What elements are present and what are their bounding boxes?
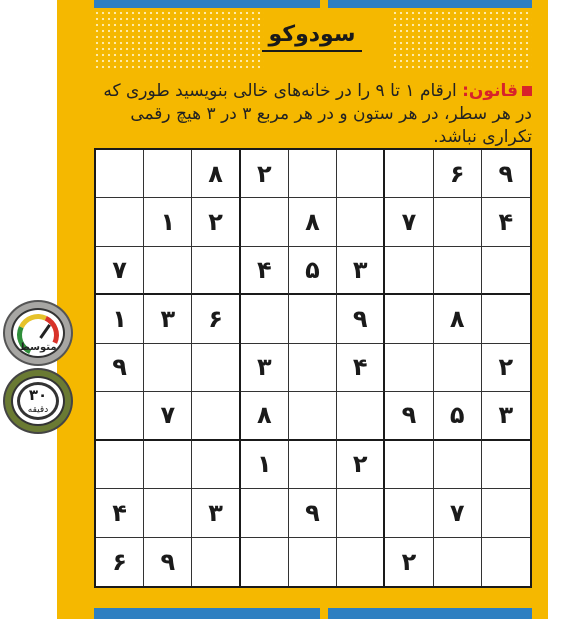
sudoku-cell[interactable]: ۹ <box>96 344 144 392</box>
sudoku-cell[interactable] <box>192 392 240 440</box>
sudoku-cell[interactable]: ۲ <box>482 344 530 392</box>
sudoku-cell[interactable] <box>241 295 289 343</box>
sudoku-cell[interactable]: ۳ <box>241 344 289 392</box>
sudoku-cell[interactable]: ۶ <box>192 295 240 343</box>
sudoku-cell[interactable] <box>289 150 337 198</box>
sudoku-cell[interactable]: ۹ <box>385 392 433 440</box>
sudoku-cell[interactable]: ۲ <box>241 150 289 198</box>
sudoku-cell[interactable] <box>385 247 433 295</box>
sudoku-cell[interactable] <box>96 198 144 246</box>
sudoku-cell[interactable]: ۳ <box>192 489 240 537</box>
rule-heading: قانون: <box>462 81 518 101</box>
sudoku-cell[interactable] <box>385 295 433 343</box>
sudoku-cell[interactable] <box>385 150 433 198</box>
sudoku-cell[interactable] <box>144 247 192 295</box>
sudoku-cell[interactable]: ۱ <box>144 198 192 246</box>
sudoku-cell[interactable]: ۷ <box>385 198 433 246</box>
sudoku-cell[interactable]: ۹ <box>144 538 192 586</box>
dot-pattern-left <box>94 10 264 70</box>
sudoku-cell[interactable] <box>337 392 385 440</box>
sudoku-cell[interactable]: ۸ <box>434 295 482 343</box>
sudoku-cell[interactable] <box>241 198 289 246</box>
sudoku-cell[interactable]: ۷ <box>144 392 192 440</box>
bottom-accent-bar-left <box>94 608 320 619</box>
sudoku-cell[interactable]: ۳ <box>144 295 192 343</box>
sudoku-cell[interactable] <box>144 441 192 489</box>
sudoku-cell[interactable]: ۴ <box>482 198 530 246</box>
sudoku-cell[interactable] <box>482 538 530 586</box>
time-unit: دقیقه <box>27 405 49 415</box>
sudoku-cell[interactable] <box>434 198 482 246</box>
sudoku-cell[interactable] <box>192 538 240 586</box>
sudoku-cell[interactable]: ۵ <box>289 247 337 295</box>
sudoku-cell[interactable] <box>192 441 240 489</box>
time-badge <box>3 368 73 434</box>
difficulty-badge <box>3 300 73 366</box>
red-square-icon <box>522 86 532 96</box>
sudoku-cell[interactable] <box>337 489 385 537</box>
puzzle-title: سودوکو <box>268 22 356 47</box>
sudoku-cell[interactable]: ۸ <box>192 150 240 198</box>
sudoku-cell[interactable] <box>385 344 433 392</box>
sudoku-cell[interactable] <box>289 538 337 586</box>
sudoku-cell[interactable] <box>192 247 240 295</box>
sudoku-cell[interactable] <box>385 489 433 537</box>
sudoku-cell[interactable] <box>482 295 530 343</box>
sudoku-cell[interactable] <box>96 392 144 440</box>
sudoku-cell[interactable]: ۹ <box>337 295 385 343</box>
sudoku-cell[interactable]: ۴ <box>241 247 289 295</box>
sudoku-cell[interactable]: ۱ <box>96 295 144 343</box>
sudoku-cell[interactable]: ۶ <box>96 538 144 586</box>
sudoku-cell[interactable]: ۵ <box>434 392 482 440</box>
sudoku-cell[interactable]: ۲ <box>337 441 385 489</box>
sudoku-cell[interactable] <box>289 295 337 343</box>
sudoku-cell[interactable]: ۱ <box>241 441 289 489</box>
sudoku-cell[interactable] <box>434 247 482 295</box>
sudoku-cell[interactable] <box>434 344 482 392</box>
difficulty-label: متوسط <box>19 342 57 353</box>
sudoku-cell[interactable]: ۸ <box>241 392 289 440</box>
sudoku-cell[interactable]: ۷ <box>96 247 144 295</box>
sudoku-cell[interactable]: ۹ <box>289 489 337 537</box>
sudoku-cell[interactable] <box>434 441 482 489</box>
sudoku-cell[interactable]: ۸ <box>289 198 337 246</box>
sudoku-grid <box>94 148 532 588</box>
sudoku-cell[interactable]: ۹ <box>482 150 530 198</box>
sudoku-cell[interactable] <box>337 538 385 586</box>
rule-text: ارقام ۱ تا ۹ را در خانه‌های خالی بنویسید طوری که در هر سطر، در هر ستون و در هر مربع ۳ در ۳ هیچ رقمی تکراری نباشد. <box>103 81 532 147</box>
sudoku-cell[interactable] <box>482 441 530 489</box>
sudoku-cell[interactable] <box>289 344 337 392</box>
rule-text-block <box>96 80 532 149</box>
sudoku-cell[interactable] <box>289 441 337 489</box>
sudoku-cell[interactable] <box>385 441 433 489</box>
sudoku-cell[interactable] <box>144 344 192 392</box>
sudoku-cell[interactable] <box>192 344 240 392</box>
sudoku-cell[interactable]: ۶ <box>434 150 482 198</box>
sudoku-cell[interactable] <box>482 247 530 295</box>
top-accent-bar-right <box>328 0 532 8</box>
sudoku-cell[interactable] <box>337 150 385 198</box>
sudoku-cell[interactable] <box>144 150 192 198</box>
top-accent-bar-left <box>94 0 320 8</box>
sudoku-cell[interactable]: ۲ <box>192 198 240 246</box>
sudoku-cell[interactable]: ۴ <box>96 489 144 537</box>
sudoku-cell[interactable]: ۳ <box>337 247 385 295</box>
sudoku-cell[interactable] <box>96 441 144 489</box>
dot-pattern-right <box>392 10 532 70</box>
sudoku-cell[interactable]: ۳ <box>482 392 530 440</box>
bottom-accent-bar-right <box>328 608 532 619</box>
time-value: ۳۰ <box>28 386 48 404</box>
sudoku-cell[interactable] <box>144 489 192 537</box>
sudoku-cell[interactable] <box>289 392 337 440</box>
sudoku-cell[interactable] <box>337 198 385 246</box>
sudoku-cell[interactable] <box>96 150 144 198</box>
sudoku-cell[interactable] <box>241 538 289 586</box>
sudoku-cell[interactable]: ۴ <box>337 344 385 392</box>
sudoku-cell[interactable] <box>482 489 530 537</box>
sudoku-cell[interactable]: ۲ <box>385 538 433 586</box>
sudoku-cell[interactable]: ۷ <box>434 489 482 537</box>
sudoku-cell[interactable] <box>434 538 482 586</box>
sudoku-cell[interactable] <box>241 489 289 537</box>
title-underline <box>262 50 362 52</box>
